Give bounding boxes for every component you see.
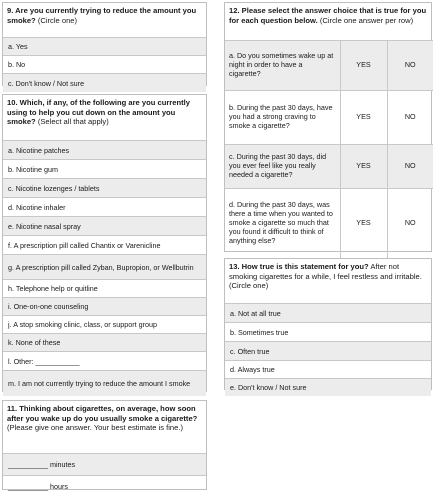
- minutes-input[interactable]: __________ minutes: [3, 453, 206, 475]
- question-10: [2, 94, 207, 392]
- question-10-option[interactable]: k. None of these: [3, 333, 206, 351]
- question-10-prompt: [3, 95, 206, 140]
- yes-choice[interactable]: YES: [340, 91, 387, 145]
- question-10-option[interactable]: b. Nicotine gum: [3, 159, 206, 178]
- question-11-prompt: [3, 401, 206, 453]
- question-10-option[interactable]: i. One-on-one counseling: [3, 297, 206, 315]
- question-9-title: 9. Are you currently trying to reduce the amount you smoke?: [7, 6, 197, 25]
- hours-input[interactable]: __________ hours: [3, 475, 206, 496]
- question-10-option[interactable]: l. Other: ___________: [3, 351, 206, 370]
- question-12-prompt: [225, 3, 431, 40]
- question-9-option[interactable]: c. Don't know / Not sure: [3, 73, 206, 92]
- no-choice[interactable]: NO: [387, 145, 433, 189]
- yes-choice[interactable]: YES: [340, 189, 387, 259]
- question-12-row: [225, 145, 433, 189]
- no-choice[interactable]: NO: [387, 189, 433, 259]
- question-12-row: [225, 41, 433, 91]
- question-13-option[interactable]: e. Don't know / Not sure: [225, 378, 431, 396]
- question-12-row-text: a. Do you sometimes wake up at night in order to have a cigarette?: [225, 41, 340, 91]
- question-12-row: [225, 189, 433, 259]
- question-13-note: (Circle one): [229, 281, 269, 291]
- question-10-option[interactable]: e. Nicotine nasal spray: [3, 216, 206, 235]
- question-11: [2, 400, 207, 490]
- question-9-option[interactable]: a. Yes: [3, 37, 206, 55]
- question-12: [224, 2, 432, 252]
- no-choice[interactable]: NO: [387, 91, 433, 145]
- question-13-prompt: [225, 259, 431, 303]
- question-10-title: 10. Which, if any, of the following are you currently using to help you cut down on the amount you smoke?: [7, 98, 190, 127]
- question-9: [2, 2, 207, 86]
- question-10-option[interactable]: c. Nicotine lozenges / tablets: [3, 178, 206, 197]
- question-12-row-text: c. During the past 30 days, did you ever feel like you really needed a cigarette?: [225, 145, 340, 189]
- question-12-table: [225, 40, 433, 259]
- question-9-note: (Circle one): [35, 15, 78, 25]
- question-10-option[interactable]: a. Nicotine patches: [3, 140, 206, 159]
- yes-choice[interactable]: YES: [340, 145, 387, 189]
- question-12-note: (Circle one answer per row): [317, 15, 414, 25]
- question-12-row-text: d. During the past 30 days, was there a time when you wanted to smoke a cigarette so much that you found it difficult to think of anything else?: [225, 189, 340, 259]
- question-9-option[interactable]: b. No: [3, 55, 206, 73]
- question-13-option[interactable]: b. Sometimes true: [225, 322, 431, 341]
- question-10-option[interactable]: j. A stop smoking clinic, class, or support group: [3, 315, 206, 333]
- question-13-title: 13. How true is this statement for you?: [229, 262, 369, 271]
- question-10-note: (Select all that apply): [35, 117, 109, 127]
- question-10-option[interactable]: g. A prescription pill called Zyban, Bupropion, or Wellbutrin: [3, 254, 206, 279]
- question-12-title: 12. Please select the answer choice that is true for you for each question below.: [229, 6, 427, 25]
- question-12-row: [225, 91, 433, 145]
- question-10-option[interactable]: f. A prescription pill called Chantix or Varenicline: [3, 235, 206, 254]
- question-13-statement: After not smoking cigarettes for a while, I feel restless and irritable.: [229, 262, 422, 281]
- question-10-option[interactable]: d. Nicotine inhaler: [3, 197, 206, 216]
- question-13: [224, 258, 432, 390]
- question-13-option[interactable]: d. Always true: [225, 360, 431, 378]
- question-13-option[interactable]: c. Often true: [225, 341, 431, 360]
- question-11-note: (Please give one answer. Your best estimate is fine.): [7, 423, 184, 433]
- question-10-option[interactable]: h. Telephone help or quitline: [3, 279, 206, 297]
- question-9-prompt: [3, 3, 206, 37]
- question-12-row-text: b. During the past 30 days, have you had a strong craving to smoke a cigarette?: [225, 91, 340, 145]
- question-13-option[interactable]: a. Not at all true: [225, 303, 431, 322]
- question-11-title: 11. Thinking about cigarettes, on average, how soon after you wake up do you usually smoke a cigarette?: [7, 404, 198, 423]
- no-choice[interactable]: NO: [387, 41, 433, 91]
- question-10-option[interactable]: m. I am not currently trying to reduce the amount I smoke: [3, 370, 206, 396]
- yes-choice[interactable]: YES: [340, 41, 387, 91]
